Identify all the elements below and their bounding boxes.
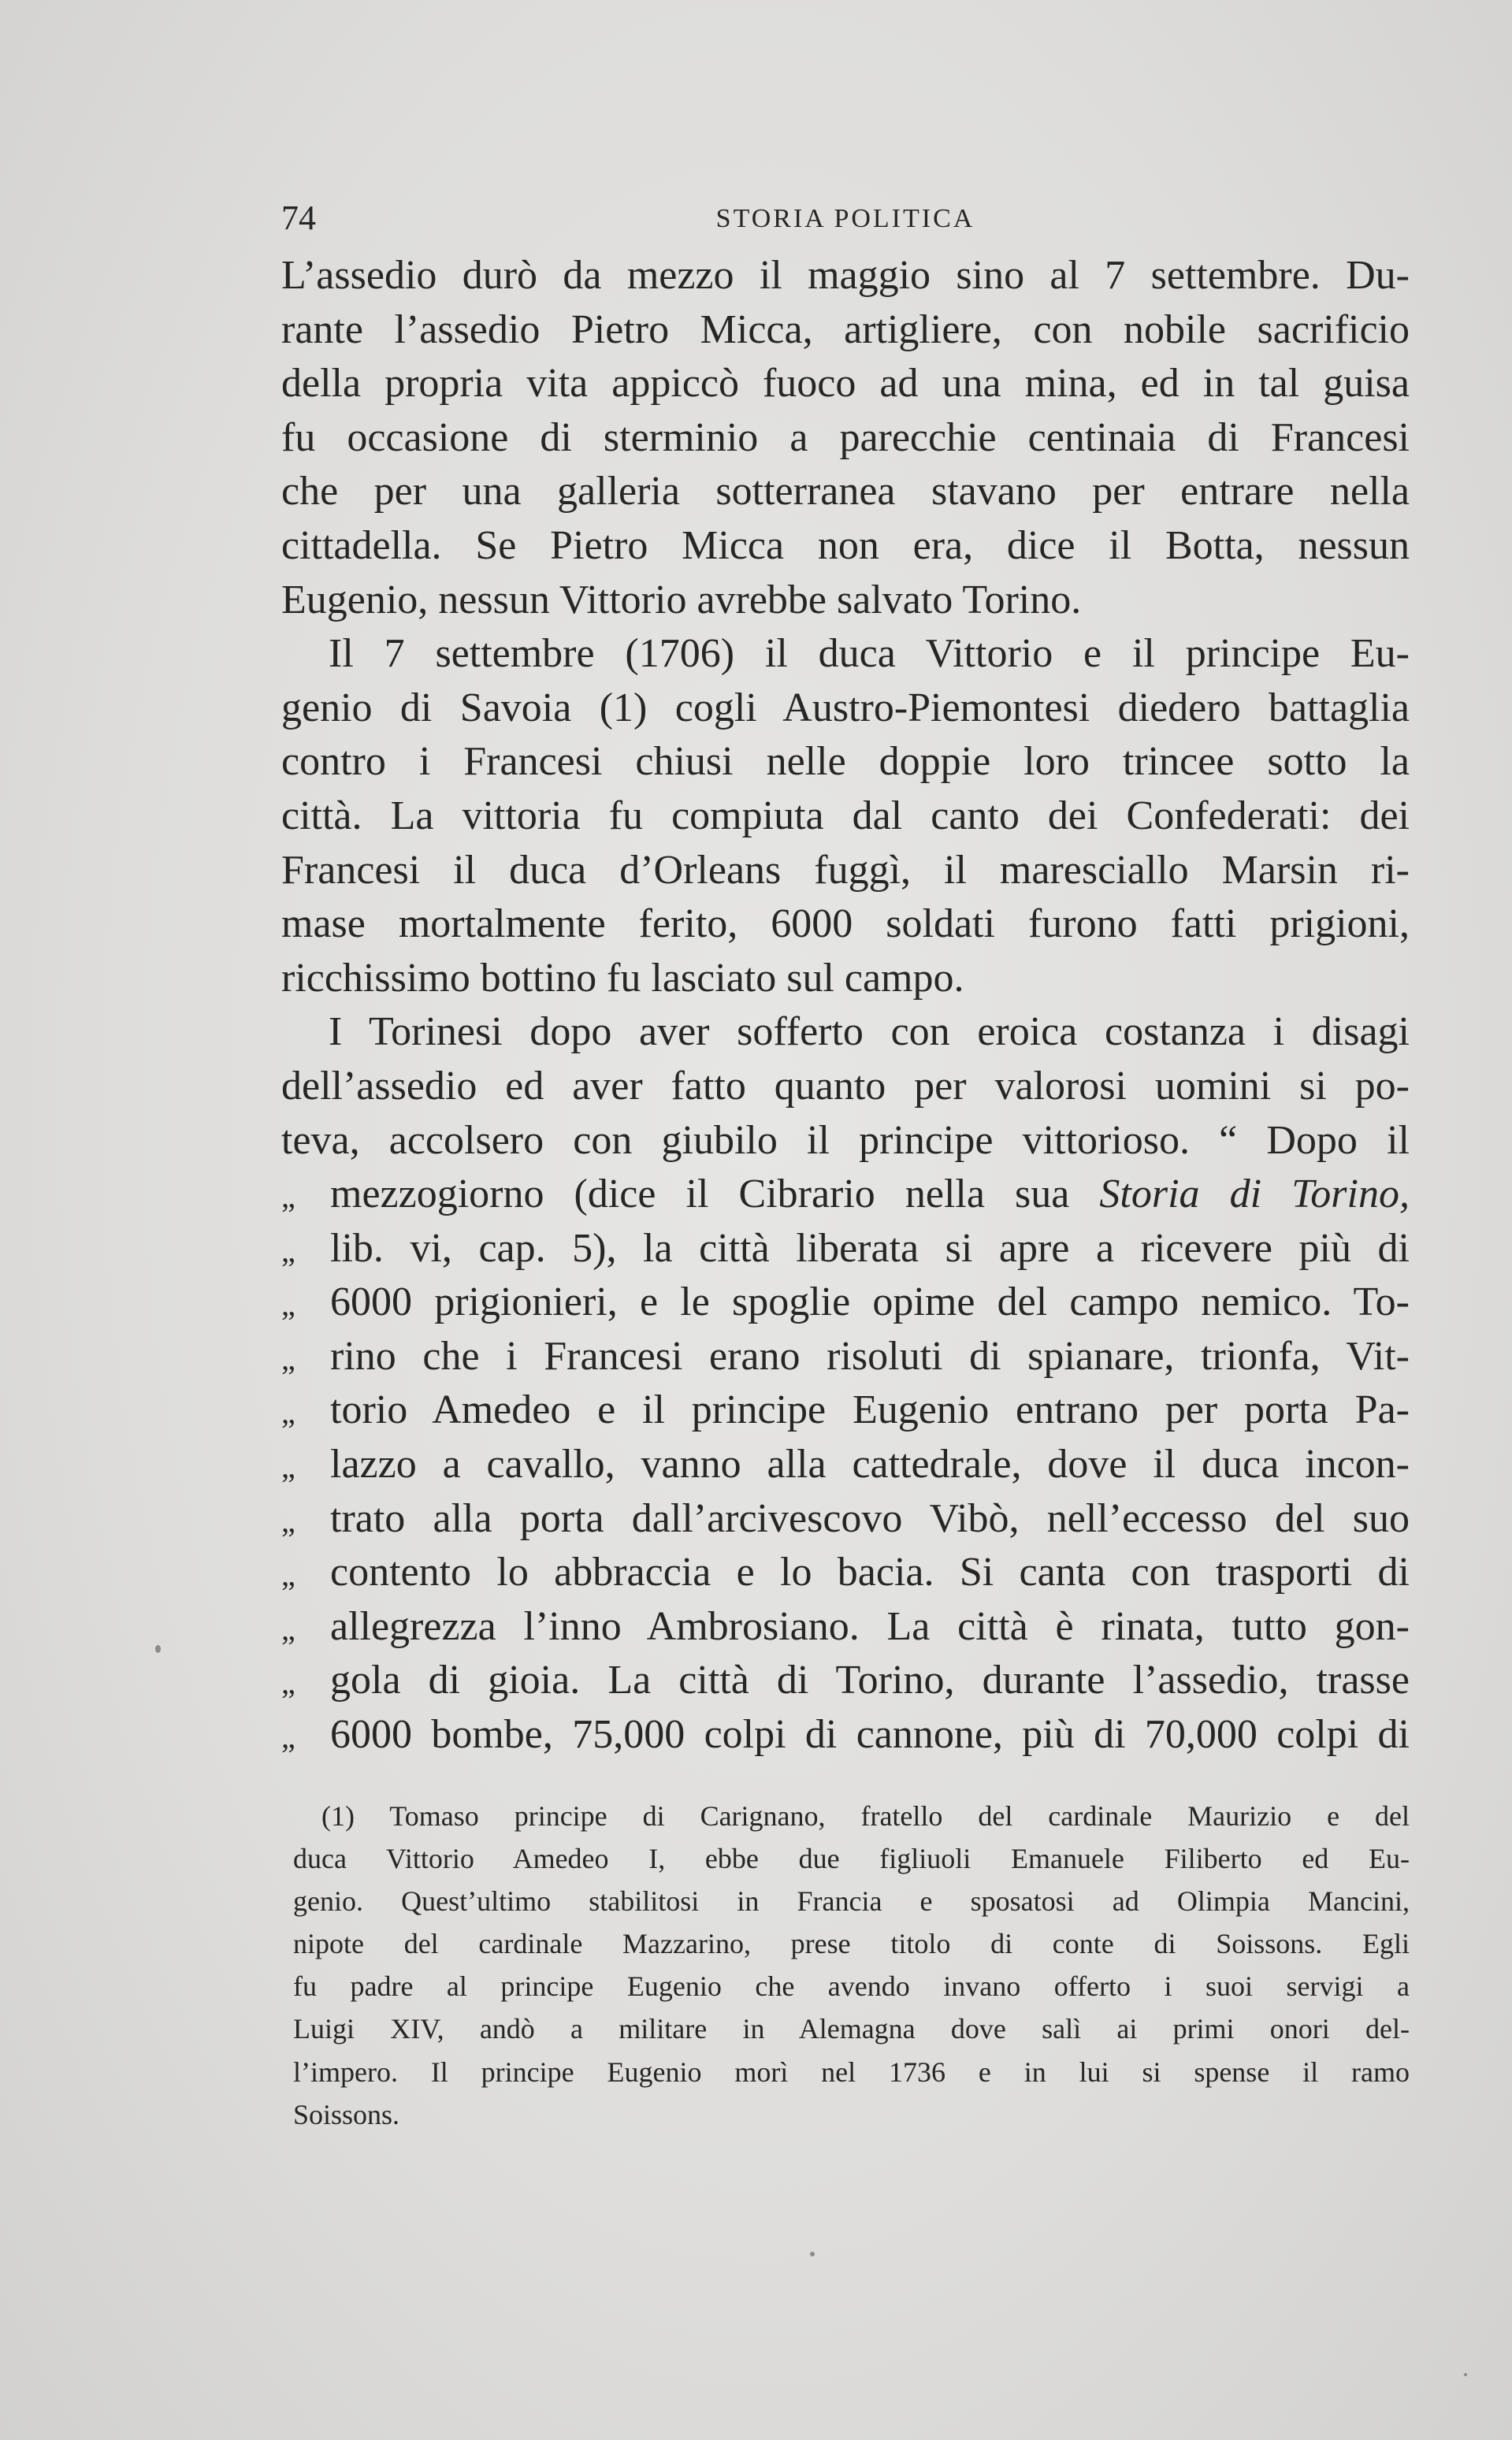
quote-mark: „	[281, 1340, 295, 1376]
quoted-line	[281, 1168, 1410, 1222]
quote-mark: „	[281, 1557, 295, 1593]
quoted-line	[281, 1546, 1410, 1600]
text-line: cittadella. Se Pietro Micca non era, dice il Botta, nessun	[281, 522, 1410, 568]
footnote-line: l’impero. Il principe Eugenio morì nel 1736 e in lui si spense il ramo	[293, 2056, 1410, 2088]
quoted-line	[281, 1600, 1410, 1655]
text-line: che per una galleria sotterranea stavano per entrare nella	[281, 469, 1410, 514]
text-line: Francesi il duca d’Orleans fuggì, il maresciallo Marsin ri-	[281, 847, 1410, 893]
quote-mark: „	[281, 1502, 295, 1539]
quoted-text: lazzo a cavallo, vanno alla cattedrale, dove il duca incon-	[330, 1442, 1410, 1487]
main-text	[281, 249, 1410, 1762]
quoted-line	[281, 1222, 1410, 1276]
quoted-line	[281, 1708, 1410, 1762]
quoted-text: 6000 prigionieri, e le spoglie opime del campo nemico. To-	[330, 1279, 1410, 1325]
quoted-line	[281, 1383, 1410, 1438]
quoted-line	[281, 1276, 1410, 1330]
footnote-line: Luigi XIV, andò a militare in Alemagna dove salì ai primi onori del-	[293, 2013, 1410, 2045]
text-line: città. La vittoria fu compiuta dal canto dei Confederati: dei	[281, 793, 1410, 838]
book-title-italic: Storia di Torino,	[1099, 1172, 1410, 1217]
footnote-line: fu padre al principe Eugenio che avendo invano offerto i suoi servigi a	[293, 1970, 1410, 2003]
quote-mark: „	[281, 1287, 295, 1323]
quoted-text: torio Amedeo e il principe Eugenio entrano per porta Pa-	[330, 1387, 1410, 1433]
quoted-text: 6000 bombe, 75,000 colpi di cannone, più di 70,000 colpi di	[330, 1712, 1410, 1758]
quoted-line	[281, 1438, 1410, 1492]
text-line: rante l’assedio Pietro Micca, artigliere, con nobile sacrificio	[281, 306, 1410, 352]
text-line: Il 7 settembre (1706) il duca Vittorio e il principe Eu-	[329, 631, 1410, 677]
text-line: ricchissimo bottino fu lasciato sul campo.	[281, 955, 964, 1001]
paper-speck	[810, 2252, 815, 2256]
quoted-line	[281, 1654, 1410, 1708]
text-line: dell’assedio ed aver fatto quanto per valorosi uomini si po-	[281, 1063, 1410, 1109]
text-line: Eugenio, nessun Vittorio avrebbe salvato Torino.	[281, 577, 1082, 622]
footnote-line: Soissons.	[293, 2098, 400, 2130]
quoted-line	[281, 1330, 1410, 1384]
text-line: fu occasione di sterminio a parecchie centinaia di Francesi	[281, 414, 1410, 460]
quote-mark: „	[281, 1665, 295, 1701]
quote-mark: „	[281, 1179, 295, 1215]
text-line: I Torinesi dopo aver sofferto con eroica costanza i disagi	[329, 1009, 1410, 1055]
quote-mark: „	[281, 1232, 295, 1268]
text-line: contro i Francesi chiusi nelle doppie loro trincee sotto la	[281, 739, 1410, 785]
quote-mark: „	[281, 1610, 295, 1647]
quoted-line	[281, 1492, 1410, 1547]
text-line: L’assedio durò da mezzo il maggio sino al 7 settembre. Du-	[281, 253, 1410, 298]
footnote-line: nipote del cardinale Mazzarino, prese titolo di conte di Soissons. Egli	[293, 1928, 1410, 1960]
footnote-line: duca Vittorio Amedeo I, ebbe due figliuoli Emanuele Filiberto ed Eu-	[293, 1843, 1410, 1875]
quote-mark: „	[281, 1449, 295, 1485]
text-line: teva, accolsero con giubilo il principe vittorioso. “ Dopo il	[281, 1117, 1410, 1163]
quoted-text: allegrezza l’inno Ambrosiano. La città è rinata, tutto gon-	[330, 1603, 1410, 1649]
quoted-text	[330, 1168, 1410, 1222]
paper-speck	[155, 1645, 161, 1653]
quoted-text: contento lo abbraccia e lo bacia. Si canta con trasporti di	[330, 1550, 1410, 1595]
quoted-text: trato alla porta dall’arcivescovo Vibò, nell’eccesso del suo	[330, 1495, 1410, 1541]
quoted-text: lib. vi, cap. 5), la città liberata si apre a ricevere più di	[330, 1225, 1410, 1271]
quoted-text: gola di gioia. La città di Torino, durante l’assedio, trasse	[330, 1658, 1410, 1703]
footnote	[293, 1795, 1410, 2136]
text-line: della propria vita appiccò fuoco ad una mina, ed in tal guisa	[281, 361, 1410, 407]
quoted-text-part: mezzogiorno (dice il Cibrario nella sua	[330, 1172, 1100, 1217]
text-line: genio di Savoia (1) cogli Austro-Piemontesi diedero battaglia	[281, 685, 1410, 730]
running-head: STORIA POLITICA	[715, 204, 975, 233]
footnote-line: (1) Tomaso principe di Carignano, fratello del cardinale Maurizio e del	[321, 1800, 1410, 1832]
page-number: 74	[281, 199, 316, 237]
quoted-text: rino che i Francesi erano risoluti di spianare, trionfa, Vit-	[330, 1333, 1410, 1379]
quote-mark: „	[281, 1719, 295, 1755]
quote-mark: „	[281, 1395, 295, 1431]
paper-speck	[1464, 2373, 1467, 2376]
text-line: mase mortalmente ferito, 6000 soldati furono fatti prigioni,	[281, 901, 1410, 947]
page-header	[281, 199, 1410, 238]
footnote-line: genio. Quest’ultimo stabilitosi in Francia e sposatosi ad Olimpia Mancini,	[293, 1885, 1410, 1918]
